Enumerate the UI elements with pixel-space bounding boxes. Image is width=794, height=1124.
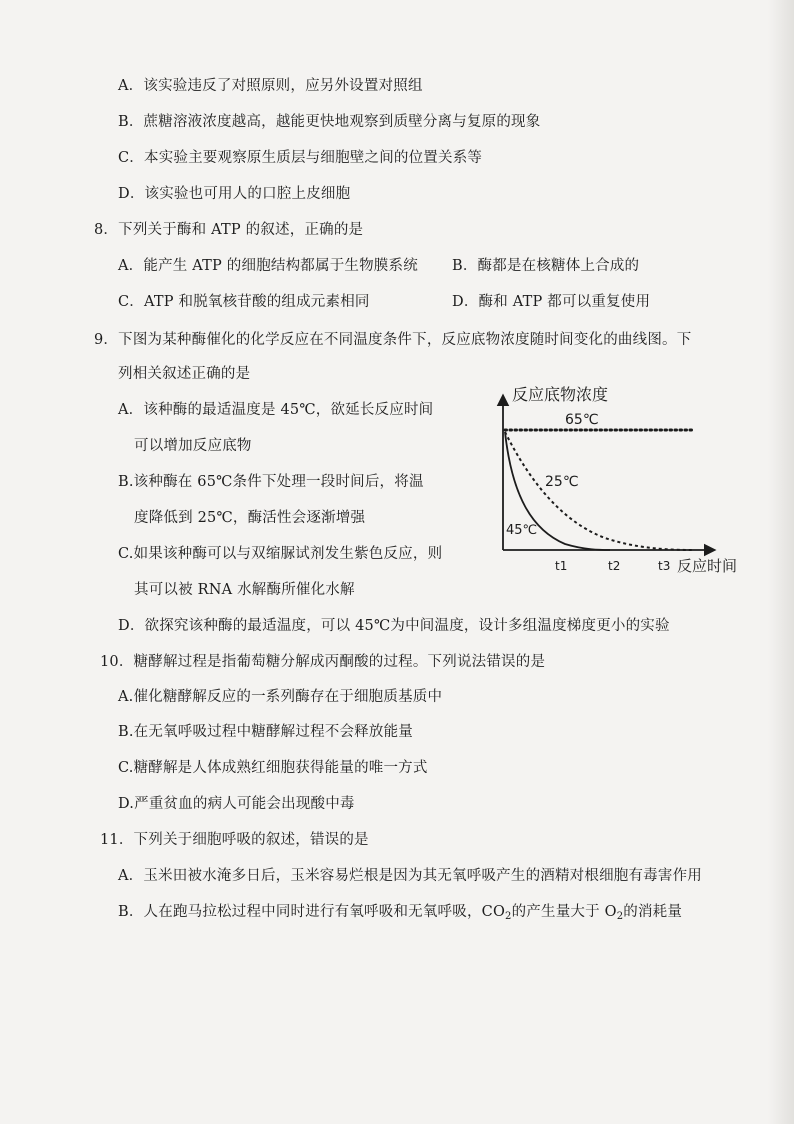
q10-option-a: A.催化糖酵解反应的一系列酶存在于细胞质基质中 [118, 689, 443, 705]
y-axis-label: 反应底物浓度 [512, 385, 609, 404]
tick-t1: t1 [555, 559, 568, 573]
q7-option-d: D．该实验也可用人的口腔上皮细胞 [118, 186, 351, 202]
enzyme-temperature-graph [470, 378, 760, 578]
q7-option-a: A．该实验违反了对照原则，应另外设置对照组 [118, 78, 423, 94]
o2-subscript: 2 [616, 911, 624, 922]
q9-option-d: D．欲探究该种酶的最适温度，可以 45℃为中间温度，设计多组温度梯度更小的实验 [118, 618, 670, 634]
q9-stem-line2: 列相关叙述正确的是 [118, 366, 251, 382]
q10-stem: 10．糖酵解过程是指葡萄糖分解成丙酮酸的过程。下列说法错误的是 [100, 654, 546, 670]
q11-option-a: A．玉米田被水淹多日后，玉米容易烂根是因为其无氧呼吸产生的酒精对根细胞有毒害作用 [118, 868, 702, 884]
q7-option-c: C．本实验主要观察原生质层与细胞壁之间的位置关系等 [118, 150, 483, 166]
q9-option-c-line2: 其可以被 RNA 水解酶所催化水解 [134, 582, 355, 598]
co2-subscript: 2 [505, 911, 512, 922]
q10-option-c: C.糖酵解是人体成熟红细胞获得能量的唯一方式 [118, 760, 428, 776]
q10-option-b: B.在无氧呼吸过程中糖酵解过程不会释放能量 [118, 724, 413, 740]
x-axis-label: 反应时间 [677, 557, 738, 575]
q7-option-b: B．蔗糖溶液浓度越高，越能更快地观察到质壁分离与复原的现象 [118, 114, 541, 130]
q8-option-a: A．能产生 ATP 的细胞结构都属于生物膜系统 [118, 258, 418, 274]
q9-option-b-line2: 度降低到 25℃，酶活性会逐渐增强 [134, 510, 366, 526]
q9-stem-line1: 9．下图为某种酶催化的化学反应在不同温度条件下，反应底物浓度随时间变化的曲线图。下 [94, 332, 692, 348]
q9-option-b-line1: B.该种酶在 65℃条件下处理一段时间后，将温 [118, 474, 424, 490]
q11-option-b [118, 902, 682, 927]
curve-25c-label: 25℃ [545, 474, 579, 490]
curve-45c-label: 45℃ [506, 523, 538, 538]
tick-t3: t3 [658, 559, 671, 573]
q11-option-b-text-2: 的产生量大于 O [511, 904, 617, 920]
q8-option-c: C．ATP 和脱氧核苷酸的组成元素相同 [118, 294, 370, 310]
scan-edge-shadow [768, 0, 794, 1124]
q8-stem: 8．下列关于酶和 ATP 的叙述，正确的是 [94, 222, 364, 238]
q9-option-a-line1: A．该种酶的最适温度是 45℃，欲延长反应时间 [118, 402, 434, 418]
q9-option-c-line1: C.如果该种酶可以与双缩脲试剂发生紫色反应，则 [118, 546, 443, 562]
q9-option-a-line2: 可以增加反应底物 [134, 438, 252, 454]
curve-65c-label: 65℃ [565, 412, 599, 428]
tick-t2: t2 [608, 559, 621, 573]
q11-option-b-text-1: B．人在跑马拉松过程中同时进行有氧呼吸和无氧呼吸，CO [118, 904, 506, 920]
q8-option-d: D．酶和 ATP 都可以重复使用 [452, 294, 651, 310]
q10-option-d: D.严重贫血的病人可能会出现酸中毒 [118, 796, 355, 812]
q11-option-b-text-3: 的消耗量 [623, 904, 683, 920]
q8-option-b: B．酶都是在核糖体上合成的 [452, 258, 640, 274]
q11-stem: 11．下列关于细胞呼吸的叙述，错误的是 [100, 832, 369, 848]
